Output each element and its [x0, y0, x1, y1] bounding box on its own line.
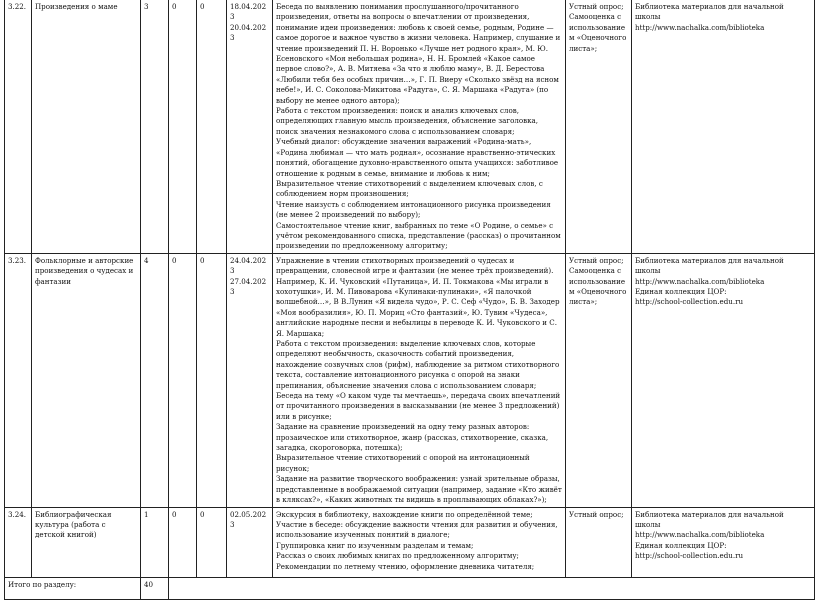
hours-cell: 1	[141, 507, 169, 577]
table-row	[5, 253, 815, 507]
topic-cell: Фольклорные и авторские произведения о чудесах и фантазии	[32, 253, 141, 507]
dates-cell	[227, 253, 273, 507]
resource-link[interactable]: http://www.nachalka.com/biblioteka	[635, 22, 765, 32]
assessment-item: Устный опрос;	[569, 509, 624, 519]
activity-item: Самостоятельное чтение книг, выбранных по теме «О Родине, о семье» с учётом рекомендованного списка, представление (рассказ) о прочитанном произведении по предложенному алгоритму;	[276, 220, 561, 251]
resource-item: Библиотека материалов для начальной школы	[635, 2, 784, 22]
date-value: 20.04.2023	[230, 22, 267, 43]
assessment-item: Устный опрос;	[569, 255, 624, 265]
total-hours: 40	[141, 577, 169, 599]
activity-item: Работа с текстом произведения: поиск и анализ ключевых слов, определяющих главную мысль произведения, объяснение заголовка, поиск значения незнакомого слова с использованием словаря;	[276, 106, 539, 136]
resource-item: Единая коллекция ЦОР:	[635, 540, 727, 550]
practice-hours-cell: 0	[197, 253, 227, 507]
total-label: Итого по разделу:	[5, 577, 141, 599]
activity-item: Работа с текстом произведения: выделение ключевых слов, которые определяют необычность, сказочность событий произведения, нахождение созвучных слов (рифм), наблюдение за ритмом стихотворного текста, составление интонационного рисунка с опорой на знаки препинания, объяснение значения слова с использованием словаря;	[276, 339, 560, 390]
activity-item: Беседа по выявлению понимания прослушанного/прочитанного произведения, ответы на вопросы о впечатлении от произведения, понимание идеи произведения: любовь к своей семье, родным, Родине — самое дорогое и важное чувство в жизни человека. Например, слушание и чтение произведений П. Н. Воронько «Лучше нет родного края», М. Ю. Есеновского «Моя небольшая родина», Н. Н. Бромлей «Какое самое первое слово?», А. В. Митяева «За что я люблю маму», В. Д. Берестова «Любили тебя без особых причин…», Г. П. Виеру «Сколько звёзд на ясном небе!», И. С. Соколова-Микитова «Радуга», С. Я. Маршака «Радуга» (по выбору не менее одного автора);	[276, 2, 561, 105]
topic-cell: Произведения о маме	[32, 0, 141, 253]
row-number: 3.24.	[5, 507, 32, 577]
activity-item: Экскурсия в библиотеку, нахождение книги по определённой теме;	[276, 509, 533, 519]
activity-item: Рассказ о своих любимых книгах по предложенному алгоритму;	[276, 551, 519, 561]
assessment-cell	[566, 507, 632, 577]
total-row	[5, 577, 815, 599]
resource-link[interactable]: http://www.nachalka.com/biblioteka	[635, 530, 765, 540]
assessment-cell	[566, 0, 632, 253]
practice-hours-cell: 0	[197, 507, 227, 577]
assessment-item: Самооценка с использованием «Оценочного листа»;	[569, 12, 627, 53]
activity-item: Выразительное чтение стихотворений с опорой на интонационный рисунок;	[276, 453, 530, 473]
activity-item: Беседа на тему «О каком чуде ты мечтаешь», передача своих впечатлений от прочитанного произведения в высказывании (не менее 3 предложений) или в рисунке;	[276, 391, 561, 421]
resources-cell	[632, 253, 815, 507]
date-value: 18.04.2023	[230, 2, 267, 22]
activity-item: Группировка книг по изученным разделам и темам;	[276, 540, 474, 550]
activity-item: Участие в беседе: обсуждение важности чтения для развития и обучения, использование изученных понятий в диалоге;	[276, 519, 558, 540]
resource-item: Единая коллекция ЦОР:	[635, 286, 727, 296]
activity-item: Упражнение в чтении стихотворных произведений о чудесах и превращении, словесной игре и фантазии (не менее трёх произведений). Например, К. И. Чуковский «Путаница», И. П. Токмакова «Мы играли в хохотушки», И. М. Пивоварова «Кулинаки-пулинаки», «Я палочкой волшебной…», В В.Лунин «Я видела чудо», Р. С. Сеф «Чудо», Б. В. Заходер «Моя вообразилия», Ю. П. Мориц «Сто фантазий», Ю. Тувим «Чудеса», английские народные песни и небылицы в переводе К. И. Чуковского и С. Я. Маршака;	[276, 255, 560, 338]
table-row	[5, 507, 815, 577]
hours-cell: 4	[141, 253, 169, 507]
activity-item: Учебный диалог: обсуждение значения выражений «Родина-мать», «Родина любимая — что мать родная», осознание нравственно-этических понятий, обогащение духовно-нравственного опыта учащихся: заботливое отношение к родным в семье, внимание и любовь к ним;	[276, 137, 559, 178]
resource-link[interactable]: http://school-collection.edu.ru	[635, 297, 744, 307]
activities-cell	[273, 507, 566, 577]
control-hours-cell: 0	[169, 0, 197, 253]
practice-hours-cell: 0	[197, 0, 227, 253]
activity-item: Чтение наизусть с соблюдением интонационного рисунка произведения (не менее 2 произведений по выбору);	[276, 199, 551, 220]
resource-item: Библиотека материалов для начальной школы	[635, 255, 784, 276]
control-hours-cell: 0	[169, 507, 197, 577]
date-value: 24.04.2023	[230, 255, 267, 276]
resource-link[interactable]: http://www.nachalka.com/biblioteka	[635, 276, 765, 286]
assessment-item: Устный опрос;	[569, 2, 624, 11]
table-row	[5, 0, 815, 253]
curriculum-table	[4, 0, 815, 600]
control-hours-cell: 0	[169, 253, 197, 507]
resource-link[interactable]: http://school-collection.edu.ru	[635, 551, 744, 561]
row-number: 3.22.	[5, 0, 32, 253]
resource-item: Библиотека материалов для начальной школы	[635, 509, 784, 529]
assessment-cell	[566, 253, 632, 507]
dates-cell	[227, 0, 273, 253]
activity-item: Рекомендации по летнему чтению, оформление дневника читателя;	[276, 561, 535, 571]
assessment-item: Самооценка с использованием «Оценочного листа»;	[569, 266, 627, 307]
date-value: 27.04.2023	[230, 276, 267, 296]
resources-cell	[632, 0, 815, 253]
date-value: 02.05.2023	[230, 509, 267, 529]
row-number: 3.23.	[5, 253, 32, 507]
topic-cell: Библиографическая культура (работа с детской книгой)	[32, 507, 141, 577]
activity-item: Задание на развитие творческого воображения: узнай зрительные образы, представленные в воображаемой ситуации (например, задание «Кто живёт в кляксах?», «Каких животных ты видишь в проплывающих облаках?»);	[276, 474, 562, 505]
activities-cell	[273, 253, 566, 507]
curriculum-page	[4, 0, 814, 600]
resources-cell	[632, 507, 815, 577]
total-empty-cell	[169, 577, 815, 599]
activities-cell	[273, 0, 566, 253]
hours-cell: 3	[141, 0, 169, 253]
dates-cell	[227, 507, 273, 577]
activity-item: Задание на сравнение произведений на одну тему разных авторов: прозаическое или стихотворное, жанр (рассказ, стихотворение, сказка, загадка, скороговорка, потешка);	[276, 422, 549, 453]
activity-item: Выразительное чтение стихотворений с выделением ключевых слов, с соблюдением норм произношения;	[276, 178, 543, 199]
